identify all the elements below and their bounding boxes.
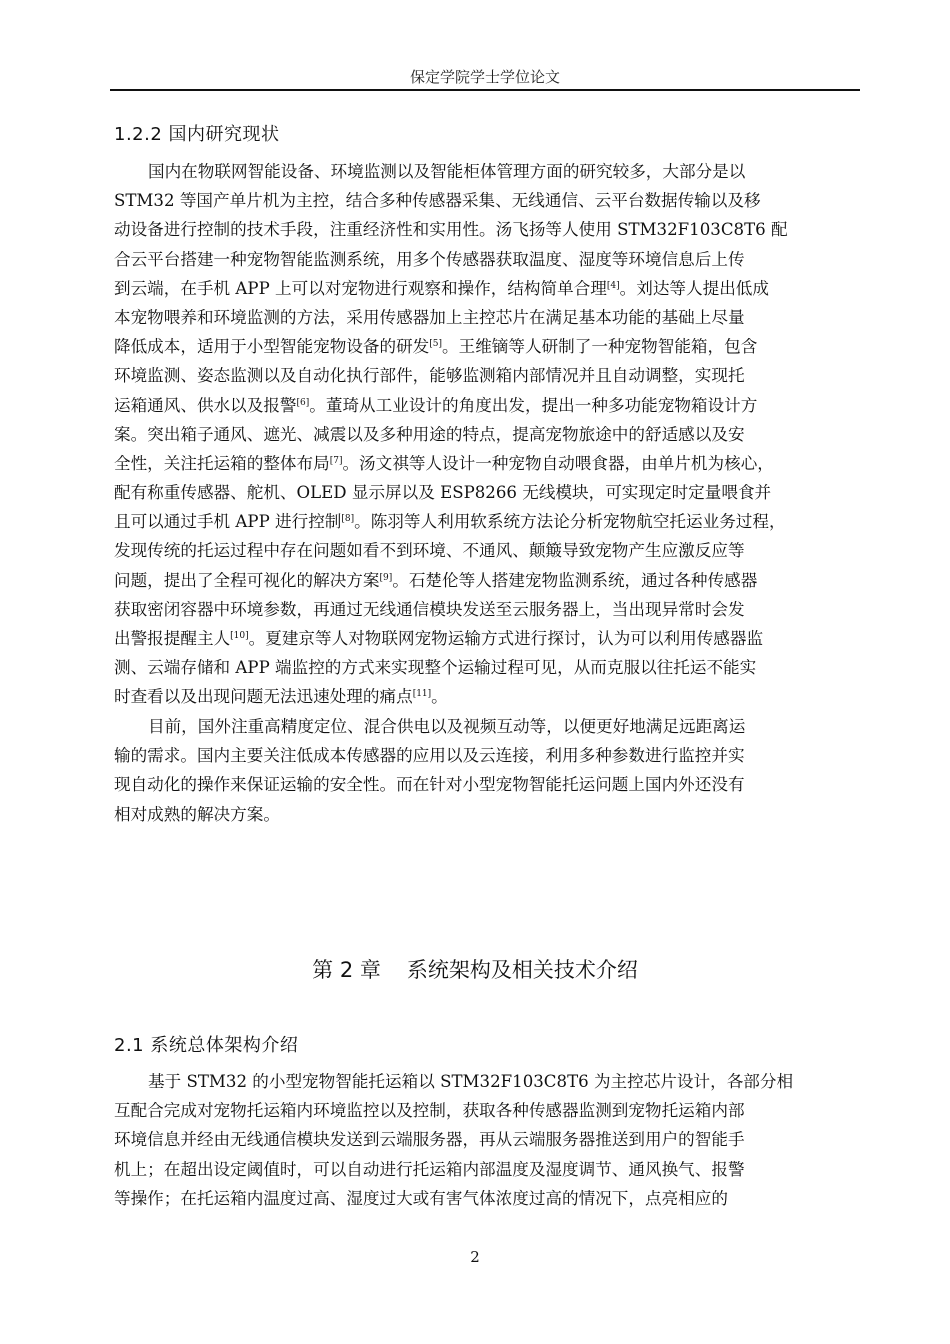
citation-10: [10] — [230, 631, 249, 641]
text-segment: 且可以通过手机 APP 进行控制 — [114, 512, 342, 532]
text-line: 案。突出箱子通风、遮光、减震以及多种用途的特点，提高宠物旅途中的舒适感以及安 — [114, 424, 745, 444]
chapter-title — [0, 954, 950, 984]
text-segment: 时查看以及出现问题无法迅速处理的痛点 — [114, 687, 413, 707]
text-line: STM32 等国产单片机为主控，结合多种传感器采集、无线通信、云平台数据传输以及移 — [114, 191, 761, 211]
text-line: 国内在物联网智能设备、环境监测以及智能柜体管理方面的研究较多，大部分是以 — [148, 162, 746, 181]
citation-5: [5] — [429, 339, 443, 350]
text-segment: 。汤文祺等人设计一种宠物自动喂食器，由单片机为核心， — [342, 453, 774, 473]
text-line: 基于 STM32 的小型宠物智能托运箱以 STM32F103C8T6 为主控芯片设计，各部分相 — [148, 1072, 794, 1091]
text-line: 本宠物喂养和环境监测的方法，采用传感器加上主控芯片在满足基本功能的基础上尽量 — [114, 307, 745, 327]
section-heading-2-1: 2.1 系统总体架构介绍 — [114, 1035, 299, 1056]
text-line: 环境信息并经由无线通信模块发送到云端服务器，再从云端服务器推送到用户的智能手 — [114, 1130, 745, 1150]
text-segment: 。 — [431, 687, 448, 707]
text-segment: 问题，提出了全程可视化的解决方案 — [114, 570, 380, 590]
citation-6: [6] — [296, 397, 310, 408]
paragraph-architecture — [114, 1067, 864, 1213]
text-segment: 出警报提醒主人 — [114, 629, 231, 648]
text-line — [114, 332, 864, 361]
text-segment: 。董琦从工业设计的角度出发，提出一种多功能宠物箱设计方 — [309, 395, 758, 415]
text-segment: 。夏建京等人对物联网宠物运输方式进行探讨，认为可以利用传感器监 — [248, 629, 764, 648]
text-line: 测、云端存储和 APP 端监控的方式来实现整个运输过程可见，从而克服以往托运不能实 — [114, 658, 757, 678]
text-segment: 。陈羽等人利用软系统方法论分析宠物航空托运业务过程， — [354, 512, 786, 532]
citation-9: [9] — [379, 572, 393, 583]
text-segment: 到云端，在手机 APP 上可以对宠物进行观察和操作，结构简单合理 — [114, 278, 607, 298]
text-line: 动设备进行控制的技术手段，注重经济性和实用性。汤飞扬等人使用 STM32F103C8T6 配 — [114, 220, 788, 240]
text-segment: 全性，关注托运箱的整体布局 — [114, 453, 330, 473]
citation-7: [7] — [329, 455, 343, 466]
text-line: 环境监测、姿态监测以及自动化执行部件，能够监测箱内部情况并且自动调整，实现托 — [114, 366, 745, 386]
paragraph-summary — [114, 712, 864, 829]
text-line — [114, 507, 864, 536]
section-heading-1-2-2: 1.2.2 国内研究现状 — [114, 124, 280, 145]
text-segment: 运箱通风、供水以及报警 — [114, 395, 297, 415]
chapter-number: 第 2 章 — [312, 958, 381, 982]
chapter-name: 系统架构及相关技术介绍 — [406, 958, 638, 982]
text-line: 输的需求。国内主要关注低成本传感器的应用以及云连接，利用多种参数进行监控并实 — [114, 746, 745, 766]
text-line — [114, 566, 864, 595]
text-segment: 降低成本，适用于小型智能宠物设备的研发 — [114, 337, 430, 357]
text-line: 现自动化的操作来保证运输的安全性。而在针对小型宠物智能托运问题上国内外还没有 — [114, 775, 745, 795]
text-line — [114, 624, 864, 653]
citation-11: [11] — [412, 689, 432, 700]
text-segment: 。刘达等人提出低成 — [619, 278, 769, 298]
text-line: 互配合完成对宠物托运箱内环境监控以及控制，获取各种传感器监测到宠物托运箱内部 — [114, 1101, 745, 1121]
text-line: 机上；在超出设定阈值时，可以自动进行托运箱内部温度及湿度调节、通风换气、报警 — [114, 1159, 745, 1179]
citation-8: [8] — [341, 514, 355, 525]
text-line: 发现传统的托运过程中存在问题如看不到环境、不通风、颠簸导致宠物产生应激反应等 — [114, 541, 745, 561]
text-line: 相对成熟的解决方案。 — [114, 804, 280, 824]
text-line — [114, 682, 864, 711]
text-line — [114, 449, 864, 478]
paragraph-domestic-research — [114, 157, 864, 712]
text-line — [114, 274, 864, 303]
text-line: 获取密闭容器中环境参数，再通过无线通信模块发送至云服务器上，当出现异常时会发 — [114, 599, 745, 619]
text-line: 目前，国外注重高精度定位、混合供电以及视频互动等，以便更好地满足远距离运 — [148, 717, 746, 736]
text-line — [114, 391, 864, 420]
text-segment: 。王维镝等人研制了一种宠物智能箱，包含 — [442, 337, 758, 357]
text-line: 合云平台搭建一种宠物智能监测系统，用多个传感器获取温度、湿度等环境信息后上传 — [114, 249, 745, 269]
header-rule — [110, 89, 860, 91]
text-line: 等操作；在托运箱内温度过高、湿度过大或有害气体浓度过高的情况下，点亮相应的 — [114, 1188, 728, 1208]
citation-4: [4] — [606, 280, 620, 291]
page-header: 保定学院学士学位论文 — [409, 68, 560, 86]
page-number: 2 — [470, 1248, 480, 1266]
text-segment: 。石楚伦等人搭建宠物监测系统，通过各种传感器 — [392, 570, 758, 590]
text-line: 配有称重传感器、舵机、OLED 显示屏以及 ESP8266 无线模块，可实现定时定量喂食并 — [114, 483, 772, 503]
